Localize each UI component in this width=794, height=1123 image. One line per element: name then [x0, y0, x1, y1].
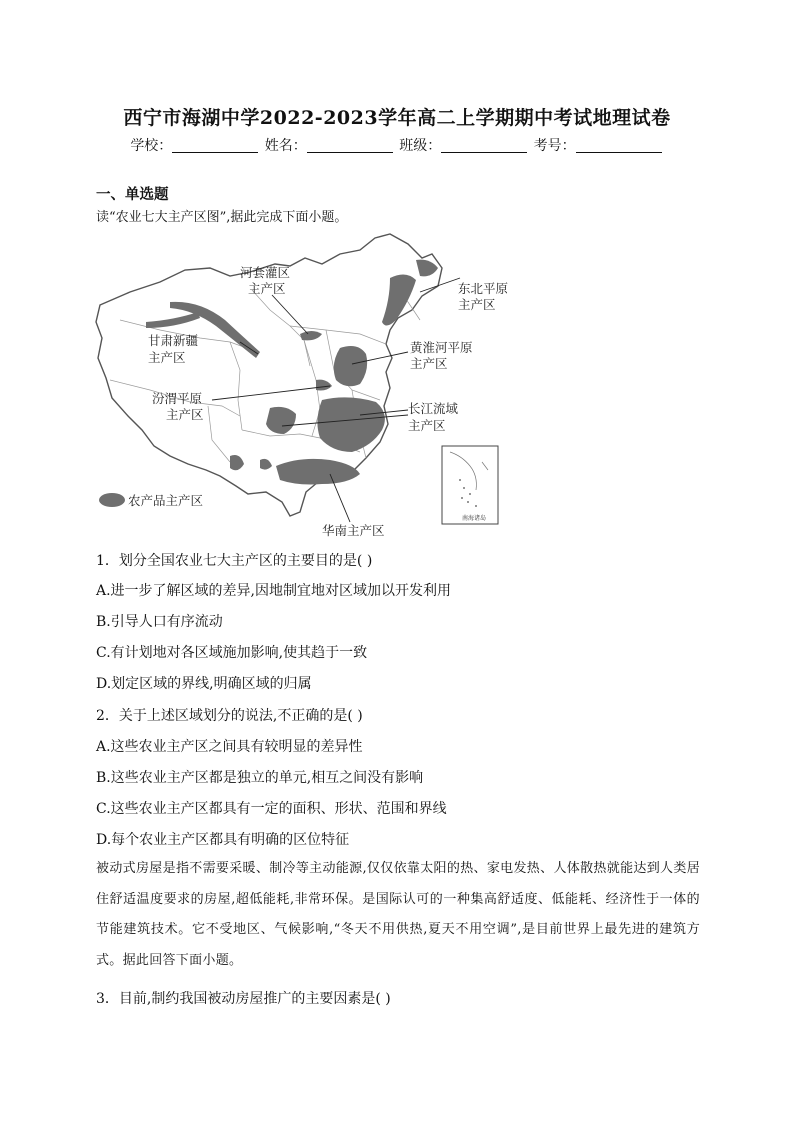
question-1-option-a: A.进一步了解区域的差异,因地制宜地对区域加以开发利用 [96, 583, 452, 599]
number-blank [576, 138, 662, 153]
school-label: 学校： [130, 138, 173, 154]
region-huanghuai [334, 346, 367, 386]
label-huanghuai-2: 主产区 [410, 356, 448, 371]
student-info-line [0, 135, 794, 155]
label-hetao-2: 主产区 [248, 281, 286, 296]
question-2-option-c: C.这些农业主产区都具有一定的面积、形状、范围和界线 [96, 801, 447, 817]
class-blank [441, 138, 527, 153]
question-1-option-d: D.划定区域的界线,明确区域的归属 [96, 676, 312, 692]
question-2-option-a: A.这些农业主产区之间具有较明显的差异性 [96, 739, 363, 755]
page-title: 西宁市海湖中学2022-2023学年高二上学期期中考试地理试卷 [123, 107, 671, 129]
question-1-option-b: B.引导人口有序流动 [96, 614, 223, 630]
name-blank [307, 138, 393, 153]
school-blank [172, 138, 258, 153]
question-2-option-b: B.这些农业主产区都是独立的单元,相互之间没有影响 [96, 770, 424, 786]
label-changjiang-1: 长江流域 [408, 401, 459, 416]
question-3-stem: 3．目前,制约我国被动房屋推广的主要因素是( ) [96, 991, 391, 1007]
map-legend [99, 493, 203, 508]
agriculture-regions-map [90, 230, 510, 540]
label-fenwei-2: 主产区 [166, 407, 204, 422]
label-huanan: 华南主产区 [322, 523, 385, 538]
label-fenwei-1: 汾渭平原 [152, 391, 203, 406]
name-label: 姓名： [264, 138, 307, 154]
legend-swatch [99, 493, 125, 507]
label-hetao-1: 河套灌区 [240, 265, 291, 280]
passage-text: 被动式房屋是指不需要采暖、制冷等主动能源,仅仅依靠太阳的热、家电发热、人体散热就能达到人类居住舒适温度要求的房屋,超低能耗,非常环保。是国际认可的一种集高舒适度、低能耗、经济性于一体的节能建筑技术。它不受地区、气候影响,“冬天不用供热,夏天不用空调”,是目前世界上最先进的建筑方式。据此回答下面小题。 [96, 861, 700, 968]
inset-label: 南海诸岛 [462, 516, 487, 522]
section-heading: 一、单选题 [96, 186, 169, 203]
label-dongbei-2: 主产区 [458, 297, 496, 312]
question-2-stem: 2．关于上述区域划分的说法,不正确的是( ) [96, 708, 363, 724]
legend-label: 农产品主产区 [128, 493, 204, 508]
south-china-sea-inset [442, 446, 498, 524]
label-gansu-2: 主产区 [148, 350, 186, 365]
label-huanghuai-1: 黄淮河平原 [410, 340, 473, 355]
label-dongbei-1: 东北平原 [458, 281, 509, 296]
class-label: 班级： [399, 138, 442, 154]
label-gansu-1: 甘肃新疆 [148, 333, 199, 348]
question-1-option-c: C.有计划地对各区域施加影响,使其趋于一致 [96, 645, 368, 661]
question-2-option-d: D.每个农业主产区都具有明确的区位特征 [96, 832, 350, 848]
number-label: 考号： [533, 138, 576, 154]
label-changjiang-2: 主产区 [408, 418, 446, 433]
question-1-stem: 1．划分全国农业七大主产区的主要目的是( ) [96, 553, 373, 569]
map-intro-text: 读“农业七大主产区图”,据此完成下面小题。 [96, 210, 348, 225]
